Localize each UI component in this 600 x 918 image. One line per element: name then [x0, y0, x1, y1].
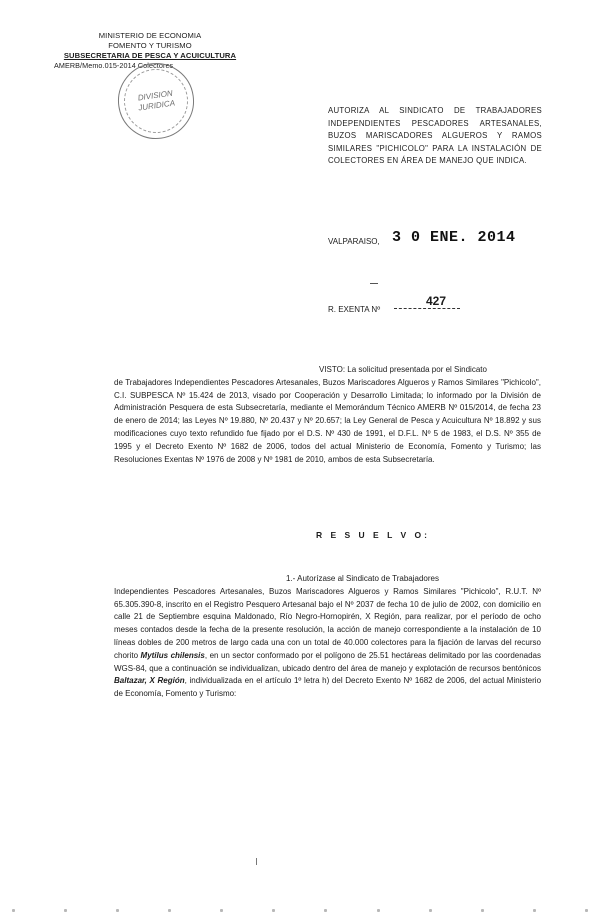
ministry-line: MINISTERIO DE ECONOMIA	[98, 31, 202, 40]
stamp-text-line1: DIVISION	[137, 88, 174, 103]
article-1-part1: Independientes Pescadores Artesanales, Buzos Mariscadores Algueros y Ramos Similares "Pichicolo", R.U.T. Nº 65.305.390-8, inscrito en el Registro Pesquero Artesanal bajo el Nº 2037 de fecha 10 de julio de 2002, con domicilio en calle 21 de Septiembre esquina Maldonado, Río Negro-Hornopirén, X Región, para realizar, por el período de ocho meses contados desde la fecha de la presente resolución, la acción de manejo correspondiente a la instalación de 10 líneas dobles de 200 metros de largo cada una con un total de 40.000 colectores para la fijación de larvas del recurso chorito	[114, 586, 541, 660]
scan-dot	[324, 909, 327, 912]
date-stamp: 3 0 ENE. 2014	[392, 229, 516, 246]
article-1-lead: 1.- Autorízase al Sindicato de Trabajadores	[286, 574, 439, 583]
stamp-text-line2: JURIDICA	[137, 98, 176, 113]
ministry-subline: FOMENTO Y TURISMO	[108, 41, 192, 50]
scan-dot	[64, 909, 67, 912]
scan-dot	[220, 909, 223, 912]
visto-body: de Trabajadores Independientes Pescadores Artesanales, Buzos Mariscadores Algueros y Ramos Similares "Pichicolo", C.I. SUBPESCA Nº 15.424 de 2013, visado por Cooperación y Desarrollo Limitada; lo informado por la División de Administración Pesquera de esta Subsecretaría, mediante el Memorándum Técnico AMERB Nº 015/2014, de fecha 23 de enero de 2014; las Leyes Nº 19.880, Nº 20.437 y Nº 20.657; la Ley General de Pesca y Acuicultura Nº 18.892 y sus modificaciones cuyo texto refundido fue fijado por el D.S. Nº 430 de 1991, el D.F.L. Nº 5 de 1983, el D.S. Nº 355 de 1995 y el Decreto Exento Nº 1682 de 2006, todos del actual Ministerio de Economía, Fomento y Turismo; las Resoluciones Exentas Nº 1976 de 2008 y Nº 1981 de 2010, ambos de esta Subsecretaría.	[114, 377, 541, 464]
scan-dot	[12, 909, 15, 912]
article-1-body	[114, 586, 541, 701]
area-name: Baltazar, X Región	[114, 676, 185, 686]
species-name: Mytilus chilensis	[140, 650, 205, 660]
memo-reference: AMERB/Memo.015-2014 Colectores	[54, 61, 174, 70]
article-1-part2: , en un sector conformado por el polígono de 25.51 hectáreas delimitado por las coordenadas WGS-84, que a continuación se individualizan, ubicado dentro del área de manejo y explotación de recursos bentónicos	[114, 650, 542, 673]
resolution-number-value: 427	[426, 294, 447, 308]
footer-scan-dots	[0, 909, 600, 918]
place-label: VALPARAISO,	[328, 237, 380, 246]
scan-dot	[377, 909, 380, 912]
scan-dot	[272, 909, 275, 912]
article-1-part3: , individualizada en el artículo 1º letra h) del Decreto Exento Nº 1682 de 2006, del actual Ministerio de Economía, Fomento y Turismo:	[114, 676, 542, 699]
resolution-number-label: R. EXENTA Nº	[328, 305, 381, 314]
scan-dot	[481, 909, 484, 912]
scan-dot	[168, 909, 171, 912]
scan-dot	[429, 909, 432, 912]
visto-lead: VISTO: La solicitud presentada por el Sindicato	[319, 365, 487, 374]
scan-dot	[533, 909, 536, 912]
resuelvo-heading: R E S U E L V O:	[316, 530, 430, 540]
visto-section	[114, 364, 541, 466]
scan-dot	[116, 909, 119, 912]
handwritten-mark	[370, 283, 378, 284]
undersecretariat-line: SUBSECRETARIA DE PESCA Y ACUICULTURA	[63, 51, 237, 60]
resolution-article-1	[114, 573, 541, 701]
scan-mark	[256, 858, 257, 865]
resolution-summary: AUTORIZA AL SINDICATO DE TRABAJADORES INDEPENDIENTES PESCADORES ARTESANALES, BUZOS MARISCADORES ALGUEROS Y RAMOS SIMILARES "PICHICOLO" PARA LA INSTALACIÓN DE COLECTORES EN ÁREA DE MANEJO QUE INDICA.	[328, 106, 542, 165]
scan-dot	[585, 909, 588, 912]
resolution-number	[394, 294, 460, 309]
